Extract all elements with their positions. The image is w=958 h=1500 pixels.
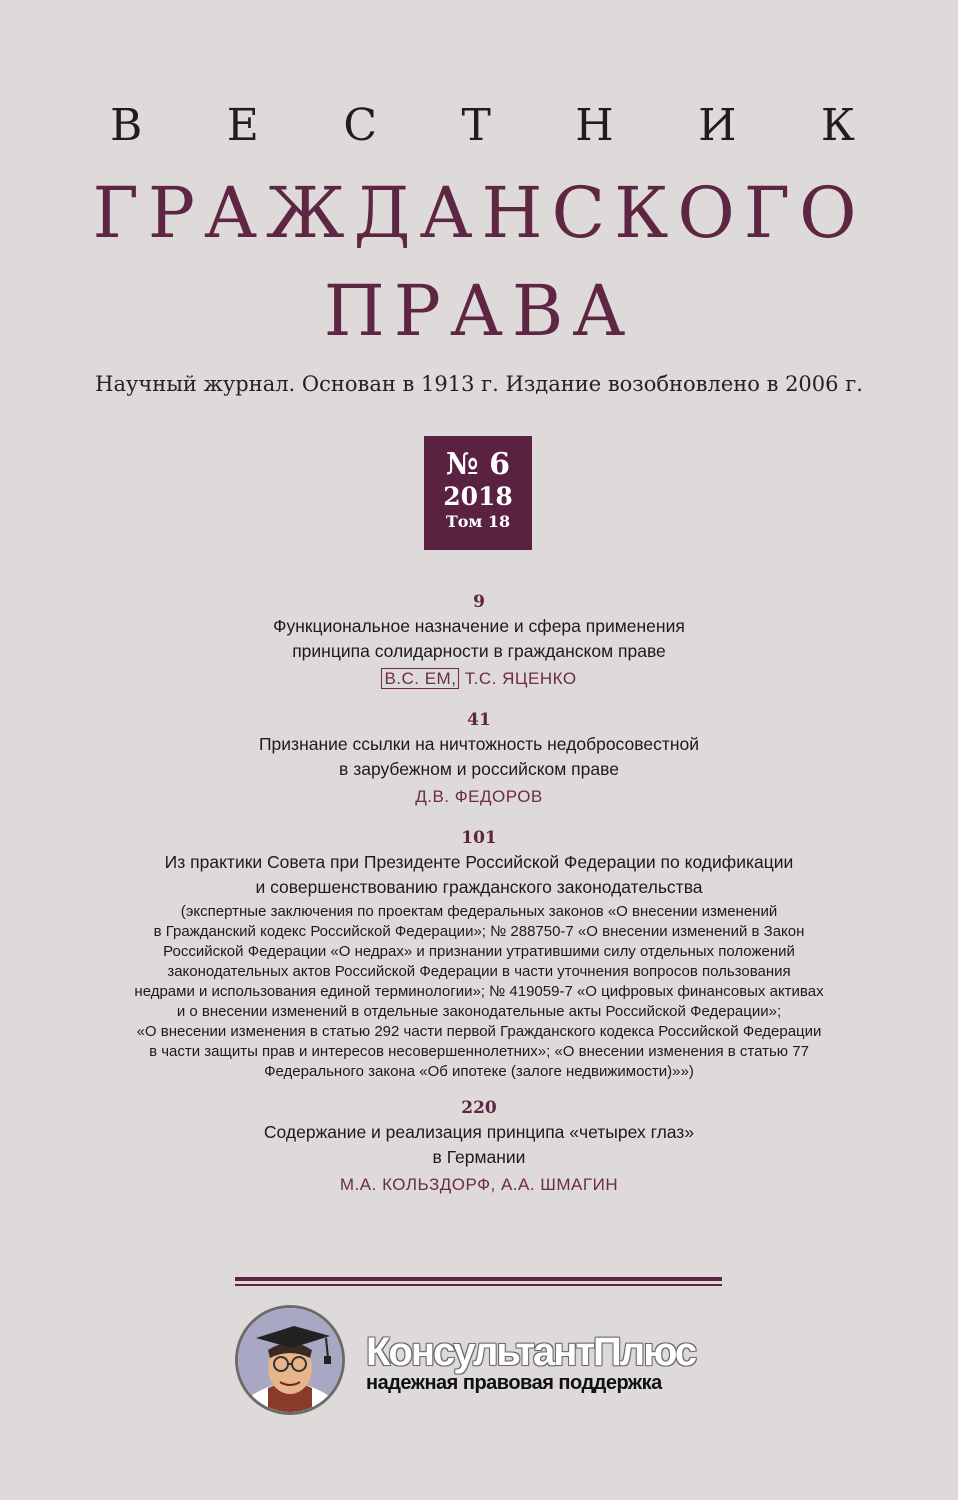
toc-title-line: и совершенствованию гражданского законодательства — [255, 877, 703, 897]
toc-page-number: 101 — [461, 828, 497, 848]
toc-entry[interactable] — [0, 1096, 958, 1200]
issue-number: № 6 — [446, 447, 510, 482]
issue-year: 2018 — [443, 482, 513, 511]
masthead-letter: К — [820, 100, 855, 151]
toc-note-line: и о внесении изменений в отдельные законодательные акты Российской Федерации»; — [176, 1003, 782, 1020]
journal-word-vestnik — [110, 100, 855, 151]
journal-title-line2: ПРАВА — [323, 270, 635, 352]
toc-note-line: Федерального закона «Об ипотеке (залоге недвижимости)»») — [264, 1063, 694, 1080]
toc-title-line: Из практики Совета при Президенте Российской Федерации по кодификации — [164, 852, 794, 872]
issue-volume: Том 18 — [445, 512, 511, 531]
toc-entry[interactable] — [0, 826, 958, 1082]
toc-page-number: 220 — [461, 1098, 497, 1118]
toc-note-line: (экспертные заключения по проектам федеральных законов «О внесении изменений — [180, 903, 778, 920]
toc-title-line: принципа солидарности в гражданском праве — [292, 641, 666, 661]
toc-note-line: Российской Федерации «О недрах» и признании утратившими силу отдельных положений — [163, 943, 795, 960]
table-of-contents — [0, 590, 958, 1214]
toc-note — [0, 902, 958, 1082]
journal-subtitle: Научный журнал. Основан в 1913 г. Издание возобновлено в 2006 г. — [95, 372, 863, 396]
toc-note-line: в Гражданский кодекс Российской Федерации»; № 288750-7 «О внесении изменений в Закон — [153, 923, 805, 940]
toc-authors: М.А. КОЛЬЗДОРФ, А.А. ШМАГИН — [339, 1175, 619, 1194]
issue-badge — [424, 436, 532, 550]
toc-page-number: 9 — [473, 592, 485, 612]
toc-title-line: Функциональное назначение и сфера применения — [273, 616, 685, 636]
toc-title-line: Содержание и реализация принципа «четырех глаз» — [263, 1122, 695, 1142]
toc-note-line: недрами и использования единой терминологии»; № 419059-7 «О цифровых финансовых активах — [134, 983, 824, 1000]
professor-mascot-icon — [235, 1305, 345, 1415]
toc-author-boxed: В.С. ЕМ, — [381, 668, 459, 689]
masthead-letter: В — [110, 100, 143, 151]
toc-authors: Д.В. ФЕДОРОВ — [415, 787, 543, 806]
masthead-letter: Т — [461, 100, 491, 151]
toc-note-line: законодательных актов Российской Федерации в части уточнения вопросов пользования — [167, 963, 791, 980]
masthead-letter: С — [343, 100, 378, 151]
sponsor-logo-name: КонсультантПлюс — [366, 1330, 696, 1374]
toc-title-line: Признание ссылки на ничтожность недобросовестной — [258, 734, 700, 754]
toc-entry[interactable] — [0, 590, 958, 694]
divider-thin — [235, 1284, 722, 1286]
toc-note-line: в части защиты прав и интересов несовершеннолетних»; «О внесении изменения в статью 77 — [149, 1043, 809, 1060]
toc-authors — [0, 664, 958, 694]
toc-page-number: 41 — [467, 710, 491, 730]
journal-title-line1: ГРАЖДАНСКОГО — [92, 172, 866, 254]
toc-title-line: в Германии — [432, 1147, 526, 1167]
toc-entry[interactable] — [0, 708, 958, 812]
mascot-drawing — [238, 1308, 342, 1412]
toc-title-line: в зарубежном и российском праве — [339, 759, 619, 779]
divider-thick — [235, 1277, 722, 1281]
toc-note-line: «О внесении изменения в статью 292 части первой Гражданского кодекса Российской Федерации — [136, 1023, 822, 1040]
masthead-letter: И — [698, 100, 737, 151]
masthead-letter: Н — [575, 100, 614, 151]
masthead-letter: Е — [226, 100, 259, 151]
toc-author: Т.С. ЯЦЕНКО — [464, 669, 577, 688]
sponsor-logo-tagline: надежная правовая поддержка — [366, 1372, 662, 1394]
